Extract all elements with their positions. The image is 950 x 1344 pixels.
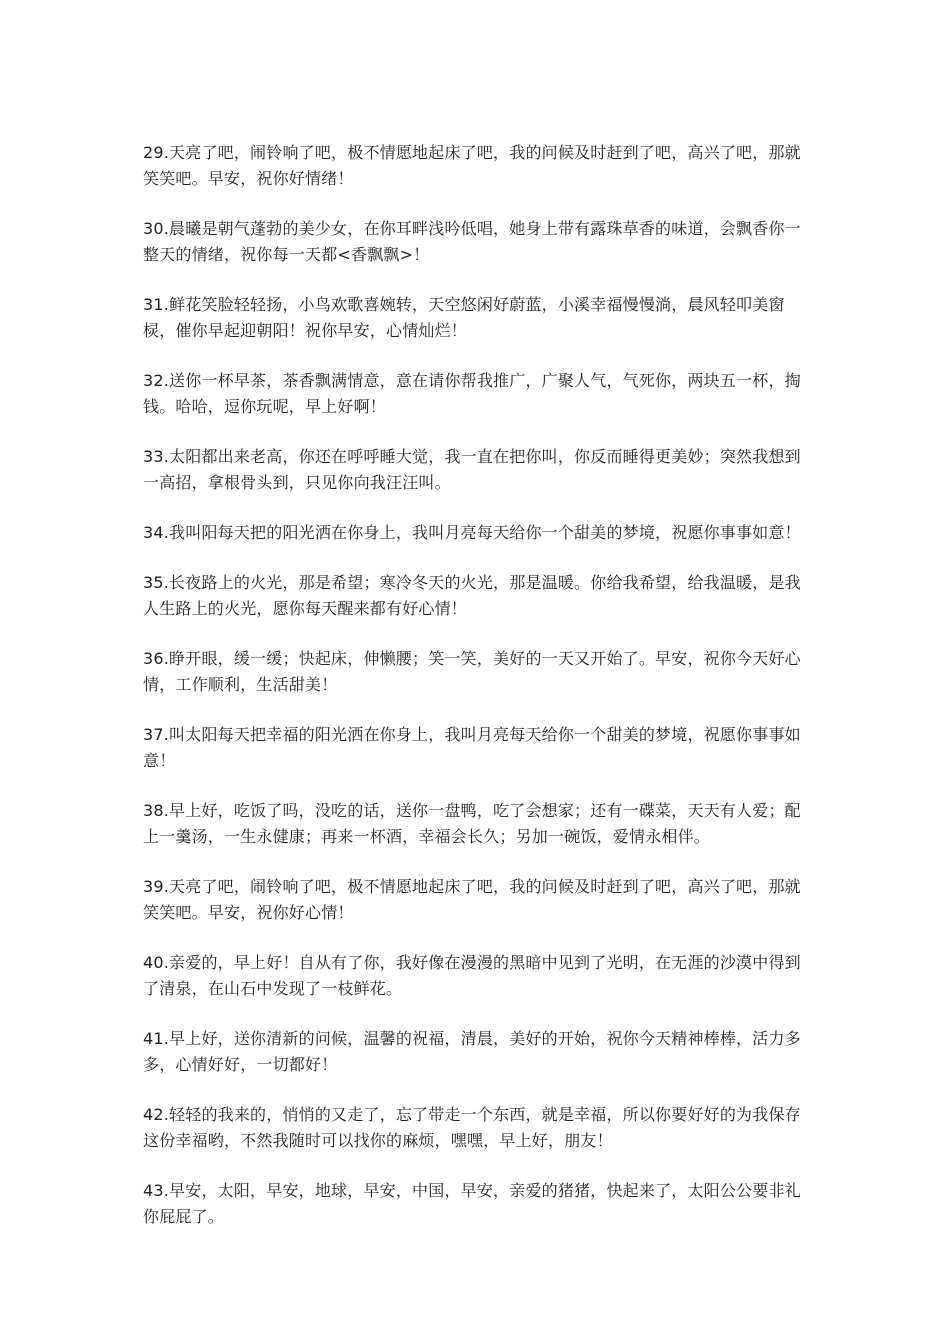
paragraph-38: 38.早上好，吃饭了吗，没吃的话，送你一盘鸭，吃了会想家；还有一碟菜，天天有人爱；配上一羹汤，一生永健康；再来一杯酒，幸福会长久；另加一碗饭，爱情永相伴。 <box>143 801 801 846</box>
paragraph-30: 30.晨曦是朝气蓬勃的美少女，在你耳畔浅吟低唱，她身上带有露珠草香的味道，会飘香你一整天的情绪，祝你每一天都<香飘飘>！ <box>143 219 801 264</box>
paragraph-29: 29.天亮了吧，闹铃响了吧，极不情愿地起床了吧，我的问候及时赶到了吧，高兴了吧，那就笑笑吧。早安，祝你好情绪！ <box>143 143 801 188</box>
paragraph-35: 35.长夜路上的火光，那是希望；寒冷冬天的火光，那是温暖。你给我希望，给我温暖，是我人生路上的火光，愿你每天醒来都有好心情！ <box>143 573 801 618</box>
paragraph-33: 33.太阳都出来老高，你还在呼呼睡大觉，我一直在把你叫，你反而睡得更美妙；突然我想到一高招，拿根骨头到，只见你向我汪汪叫。 <box>143 447 801 492</box>
document-body <box>143 140 815 1254</box>
paragraph-32: 32.送你一杯早茶，茶香飘满情意，意在请你帮我推广，广聚人气，气死你，两块五一杯，掏钱。哈哈，逗你玩呢，早上好啊！ <box>143 371 801 416</box>
paragraph-39: 39.天亮了吧，闹铃响了吧，极不情愿地起床了吧，我的问候及时赶到了吧，高兴了吧，那就笑笑吧。早安，祝你好心情！ <box>143 877 801 922</box>
paragraph-40: 40.亲爱的，早上好！自从有了你，我好像在漫漫的黑暗中见到了光明，在无涯的沙漠中得到了清泉，在山石中发现了一枝鲜花。 <box>143 953 801 998</box>
paragraph-31: 31.鲜花笑脸轻轻扬，小鸟欢歌喜婉转，天空悠闲好蔚蓝，小溪幸福慢慢淌，晨风轻叩美窗棂，催你早起迎朝阳！祝你早安，心情灿烂！ <box>143 295 785 340</box>
paragraph-37: 37.叫太阳每天把幸福的阳光洒在你身上，我叫月亮每天给你一个甜美的梦境，祝愿你事事如意！ <box>143 725 801 770</box>
paragraph-41: 41.早上好，送你清新的问候，温馨的祝福，清晨，美好的开始，祝你今天精神棒棒，活力多多，心情好好，一切都好！ <box>143 1029 801 1074</box>
paragraph-36: 36.睁开眼，缓一缓；快起床，伸懒腰；笑一笑，美好的一天又开始了。早安，祝你今天好心情，工作顺利，生活甜美！ <box>143 649 801 694</box>
paragraph-43: 43.早安，太阳，早安，地球，早安，中国，早安，亲爱的猪猪，快起来了，太阳公公要非礼你屁屁了。 <box>143 1181 801 1226</box>
paragraph-34: 34.我叫阳每天把的阳光洒在你身上，我叫月亮每天给你一个甜美的梦境，祝愿你事事如意！ <box>143 523 801 542</box>
paragraph-42: 42.轻轻的我来的，悄悄的又走了，忘了带走一个东西，就是幸福，所以你要好好的为我保存这份幸福哟，不然我随时可以找你的麻烦，嘿嘿，早上好，朋友！ <box>143 1105 801 1150</box>
